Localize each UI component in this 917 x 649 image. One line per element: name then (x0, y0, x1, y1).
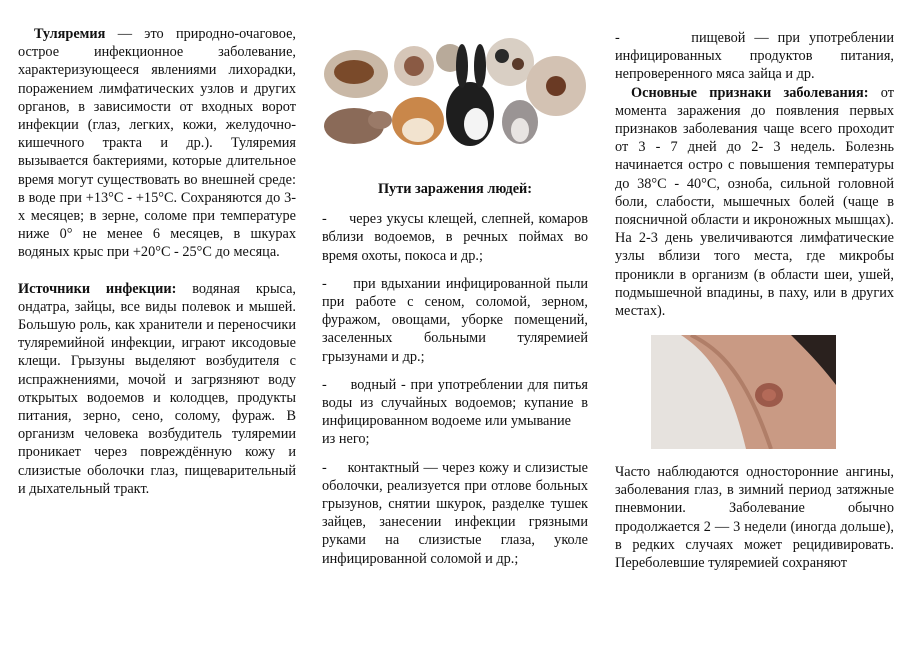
infection-routes-heading: Пути заражения людей: (377, 181, 533, 197)
route-item-food: - пищевой — при употреблении инфицированных продуктов питания, непроверенного мяса зайца и др. (615, 30, 894, 83)
route-item-water-end: из него; (322, 431, 370, 448)
column-right (615, 29, 894, 320)
sources-text: водяная крыса, ондатра, зайцы, все виды полевок и мышей. Большую роль, как хранители и переносчики туляремийной инфекции, играют иксодовые клещи. Грызуны выделяют возбудителя с испражнениями, мочой и загрязняют воду открытых водоемов и колодцев, продукты питания, зерно, сено, солому, фураж. В организм человека возбудитель туляремии проникает через повреждённую кожу и слизистые оболочки глаз, пищеварительный и дыхательный тракт. (18, 280, 296, 497)
route-item-water: - водный - при употреблении для питья воды из случайных водоемов; купание в инфицированном водоеме или умывание (322, 376, 588, 430)
intro-text: — это природно-очаговое, острое инфекционное заболевание, характеризующееся явлениями лихорадки, поражением лимфатических узлов и других органов, в зависимости от входных ворот инфекции (глаз, легких, кожи, желудочно-кишечного тракта и др.). Туляремия вызывается бактериями, которые длительное время могут существовать во внешней среде: в воде при +13°С - +15°С. Сохраняются до 3-х месяцев; в зерне, соломе при температуре ниже 0° не менее 6 месяцев, в шкурах водяных крыс при +20°С - 25°С до месяца. (18, 26, 296, 261)
signs-term: Основные признаки заболевания: (631, 84, 869, 101)
route-item-inhalation: - при вдыхании инфицированной пыли при работе с сеном, соломой, зерном, фуражом, овощами, уборке помещений, заселенных больными туляремией грызунами и др.; (322, 275, 588, 365)
bottom-paragraph-block (615, 463, 894, 572)
sources-paragraph (18, 280, 296, 498)
route-item-contact: - контактный — через кожу и слизистые оболочки, реализуется при отлове больных грызунов, снятии шкурок, разделке тушек зайцев, занесении инфекции грязными руками на слизистые глаза, уколе инфицированной соломой и др.; (322, 459, 588, 567)
animals-collage-icon (320, 26, 588, 154)
animals-collage-image (320, 26, 588, 154)
signs-text: от момента заражения до появления первых признаков заболевания чаще всего проходит от 3 - 7 дней до 2- 3 недель. Болезнь начинается остро с повышения температуры до 38°С - 40°С, озноба, сильной головной боли, слабости, мышечных болей (чаще в поясничной области и икроножных мышцах). На 2-3 день увеличиваются лимфатические узлы вблизи того места, где микробы проникли в организм (в области шеи, ушей, подмышечной впадины, в паху, или в других местах). (615, 84, 894, 320)
swollen-lymph-node-photo (651, 335, 836, 449)
sources-term: Источники инфекции: (18, 280, 177, 297)
column-middle (322, 180, 588, 578)
intro-term: Туляремия (34, 26, 106, 42)
intro-paragraph (18, 25, 296, 262)
signs-paragraph (615, 84, 894, 321)
neck-photo-icon (651, 335, 836, 449)
bottom-paragraph: Часто наблюдаются односторонние ангины, заболевания глаз, в зимний период затяжные пневмонии. Заболевание обычно продолжается 2 — 3 недели (иногда дольше), в редких случаях может рецидивировать. Переболевшие туляремией сохраняют (615, 464, 894, 572)
column-left (18, 25, 296, 498)
route-item-bites: - через укусы клещей, слепней, комаров вблизи водоемов, в речных поймах во время охоты, покоса и др.; (322, 211, 588, 264)
